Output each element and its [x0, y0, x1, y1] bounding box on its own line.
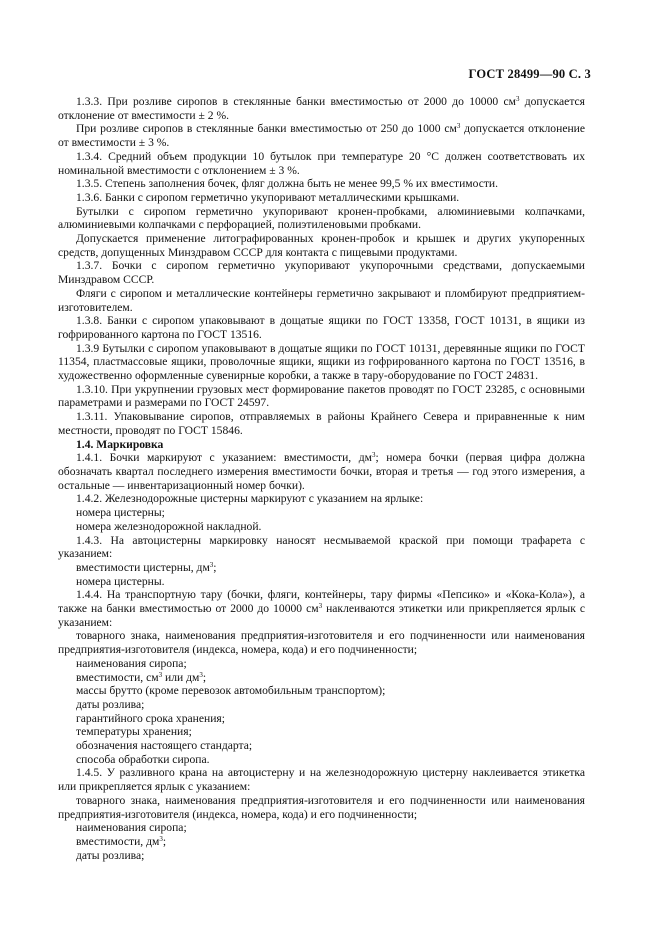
- paragraph: даты розлива;: [76, 697, 145, 711]
- paragraph: номера железнодорожной накладной.: [76, 519, 262, 533]
- paragraph: номера цистерны.: [76, 574, 165, 588]
- paragraph: вместимости цистерны, $дм^3$;: [76, 560, 217, 574]
- paragraph: 1.4.2. Железнодорожные цистерны маркируют с указанием на ярлыке:: [76, 492, 424, 506]
- paragraph: 1.3.5. Степень заполнения бочек, фляг должна быть не менее 99,5 % их вместимости.: [76, 177, 499, 191]
- paragraph: 1.3.4. Средний объем продукции 10 бутылок при температуре 20 °С должен соответствовать их номинальной вместимости с отклонением ± 3 %.: [58, 149, 585, 177]
- paragraph: 1.4.1. Бочки маркируют с указанием: вместимости, $дм^3$; номера бочки (первая цифра должна обозначать квартал последнего измерения вместимости бочки, вторая и третья — год этого измерения, а остальные — инвентаризационный номер бочки).: [58, 451, 585, 492]
- paragraph: способа обработки сиропа.: [76, 752, 210, 766]
- paragraph: вместимости, $см^3$ или $дм^3$;: [76, 670, 207, 684]
- paragraph: Бутылки с сиропом герметично укупоривают кронен-пробками, алюминиевыми колпачками, алюминиевыми колпачками с перфорацией, полиэтиленовыми пробками.: [58, 204, 585, 232]
- document-body: [58, 95, 585, 862]
- paragraph: 1.3.6. Банки с сиропом герметично укупоривают металлическими крышками.: [76, 190, 460, 204]
- paragraph: Фляги с сиропом и металлические контейнеры герметично закрывают и пломбируют предприятием-изготовителем.: [58, 286, 585, 314]
- paragraph: При розливе сиропов в стеклянные банки вместимостью от 250 до 1000 $см^3$ допускается отклонение от вместимости ± 3 %.: [58, 122, 586, 150]
- paragraph: наименования сиропа;: [76, 656, 187, 670]
- paragraph: наименования сиропа;: [76, 821, 187, 835]
- paragraph: вместимости, $дм^3$;: [76, 834, 167, 848]
- paragraph: массы брутто (кроме перевозок автомобильным транспортом);: [76, 684, 386, 698]
- paragraph: товарного знака, наименования предприятия-изготовителя и его подчиненности или наименования предприятия-изготовителя (индекса, номера, кода) и его подчиненности;: [58, 793, 585, 821]
- paragraph: 1.4.5. У разливного крана на автоцистерну и на железнодорожную цистерну наклеивается этикетка или прикрепляется ярлык с указанием:: [58, 766, 585, 794]
- paragraph: 1.3.9 Бутылки с сиропом упаковывают в дощатые ящики по ГОСТ 10131, деревянные ящики по ГОСТ 11354, пластмассовые ящики, проволочные ящики, ящики из гофрированного картона по ГОСТ 13516, в художественно оформленные сувенирные коробки, а также в тару-оборудование по ГОСТ 24831.: [58, 341, 585, 383]
- paragraph: номера цистерны;: [76, 506, 165, 520]
- page-header: ГОСТ 28499—90 С. 3: [468, 67, 591, 81]
- paragraph: температуры хранения;: [76, 725, 192, 739]
- paragraph: 1.3.10. При укрупнении грузовых мест формирование пакетов проводят по ГОСТ 23285, с основными параметрами и размерами по ГОСТ 24597.: [58, 382, 585, 410]
- paragraph: Допускается применение литографированных кронен-пробок и крышек и других укупоренных средств, допущенных Минздравом СССР для контакта с пищевыми продуктами.: [58, 232, 585, 259]
- paragraph: гарантийного срока хранения;: [76, 711, 225, 725]
- section-heading: 1.4. Маркировка: [76, 437, 164, 451]
- paragraph: 1.4.3. На автоцистерны маркировку наносят несмываемой краской при помощи трафарета с указанием:: [58, 533, 585, 561]
- paragraph: обозначения настоящего стандарта;: [76, 739, 253, 753]
- paragraph: 1.4.4. На транспортную тару (бочки, фляги, контейнеры, тару фирмы «Пепсико» и «Кока-Кола»), а также на банки вместимостью от 2000 до 10000 $см^3$ наклеиваются этикетки или прикрепляется ярлык с указанием:: [58, 588, 585, 629]
- paragraph: товарного знака, наименования предприятия-изготовителя и его подчиненности или наименования предприятия-изготовителя (индекса, номера, кода) и его подчиненности;: [58, 629, 585, 657]
- paragraph: даты розлива;: [76, 848, 145, 862]
- paragraph: 1.3.7. Бочки с сиропом герметично укупоривают укупорочными средствами, допускаемыми Минздравом СССР.: [58, 259, 585, 287]
- paragraph: 1.3.11. Упаковывание сиропов, отправляемых в районы Крайнего Севера и приравненные к ним местности, проводят по ГОСТ 15846.: [58, 410, 585, 437]
- paragraph: 1.3.8. Банки с сиропом упаковывают в дощатые ящики по ГОСТ 13358, ГОСТ 10131, в ящики из гофрированного картона по ГОСТ 13516.: [58, 314, 585, 341]
- paragraph: 1.3.3. При розливе сиропов в стеклянные банки вместимостью от 2000 до 10000 $см^3$ допускается отклонение от вместимости ± 2 %.: [58, 95, 586, 122]
